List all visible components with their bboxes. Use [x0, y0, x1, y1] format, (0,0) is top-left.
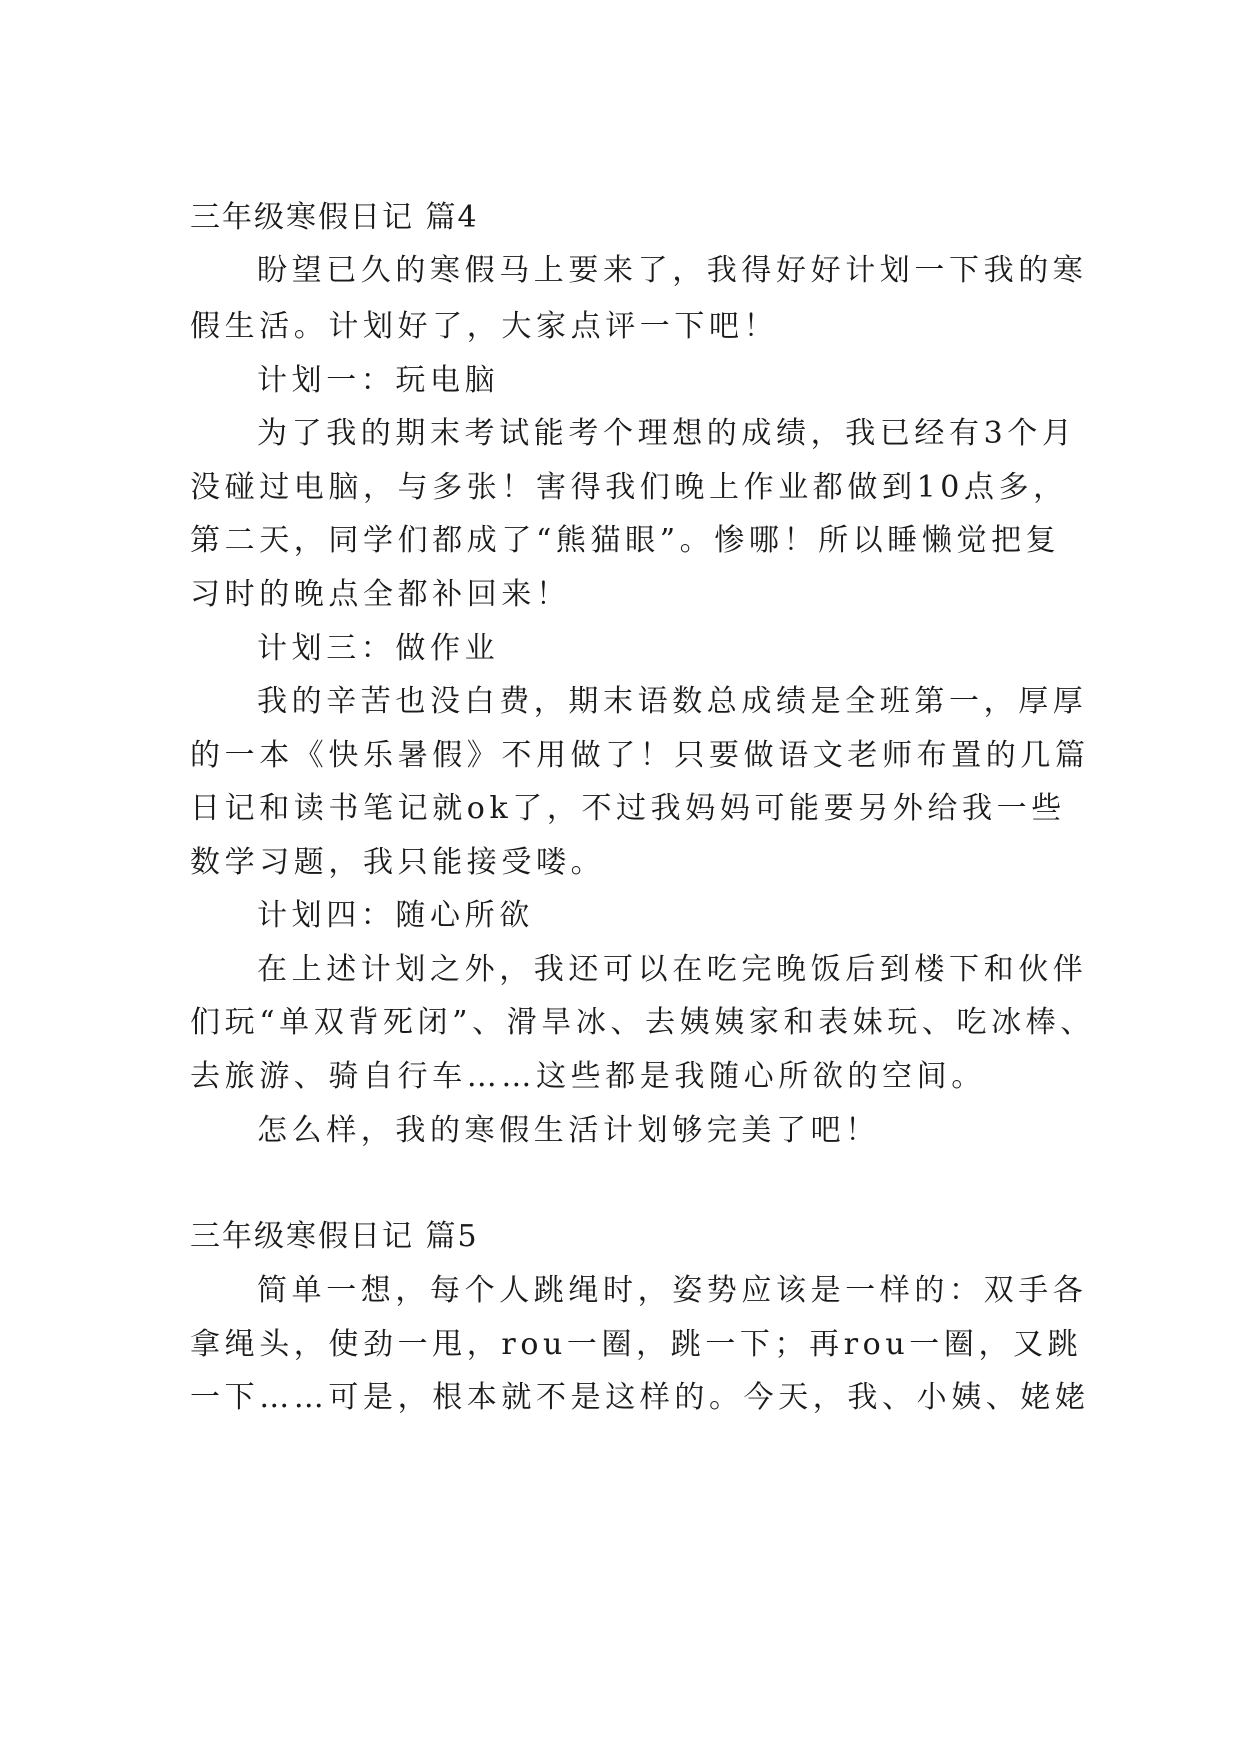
paragraph-line: 拿绳头，使劲一甩，rou一圈，跳一下；再rou一圈，又跳: [190, 1327, 1083, 1362]
paragraph-line: 假生活。计划好了，大家点评一下吧！: [190, 309, 779, 344]
section-heading-5: 三年级寒假日记 篇5: [190, 1219, 479, 1254]
paragraph-line: 为了我的期末考试能考个理想的成绩，我已经有3个月: [257, 416, 1077, 451]
paragraph-line: 盼望已久的寒假马上要来了，我得好好计划一下我的寒: [257, 253, 1088, 288]
paragraph-line: 们玩“单双背死闭”、滑旱冰、去姨姨家和表妹玩、吃冰棒、: [190, 1005, 1095, 1040]
paragraph-line: 第二天，同学们都成了“熊猫眼”。惨哪！所以睡懒觉把复: [190, 523, 1061, 558]
paragraph-line: 在上述计划之外，我还可以在吃完晚饭后到楼下和伙伴: [257, 952, 1088, 987]
paragraph-line: 去旅游、骑自行车……这些都是我随心所欲的空间。: [190, 1059, 986, 1094]
paragraph-line: 怎么样，我的寒假生活计划够完美了吧！: [257, 1113, 880, 1148]
subheading-plan-4: 计划四：随心所欲: [257, 898, 534, 933]
paragraph-line: 日记和读书笔记就ok了，不过我妈妈可能要另外给我一些: [190, 791, 1066, 826]
paragraph-line: 没碰过电脑，与多张！害得我们晚上作业都做到10点多，: [190, 470, 1068, 505]
subheading-plan-3: 计划三：做作业: [257, 631, 500, 666]
section-heading-4: 三年级寒假日记 篇4: [190, 200, 479, 235]
paragraph-line: 我的辛苦也没白费，期末语数总成绩是全班第一，厚厚: [257, 684, 1088, 719]
paragraph-line: 一下……可是，根本就不是这样的。今天，我、小姨、姥姥: [190, 1380, 1090, 1415]
paragraph-line: 的一本《快乐暑假》不用做了！只要做语文老师布置的几篇: [190, 738, 1090, 773]
subheading-plan-1: 计划一：玩电脑: [257, 363, 500, 398]
paragraph-line: 数学习题，我只能接受喽。: [190, 845, 606, 880]
paragraph-line: 简单一想，每个人跳绳时，姿势应该是一样的：双手各: [257, 1273, 1088, 1308]
paragraph-line: 习时的晚点全都补回来！: [190, 577, 571, 612]
